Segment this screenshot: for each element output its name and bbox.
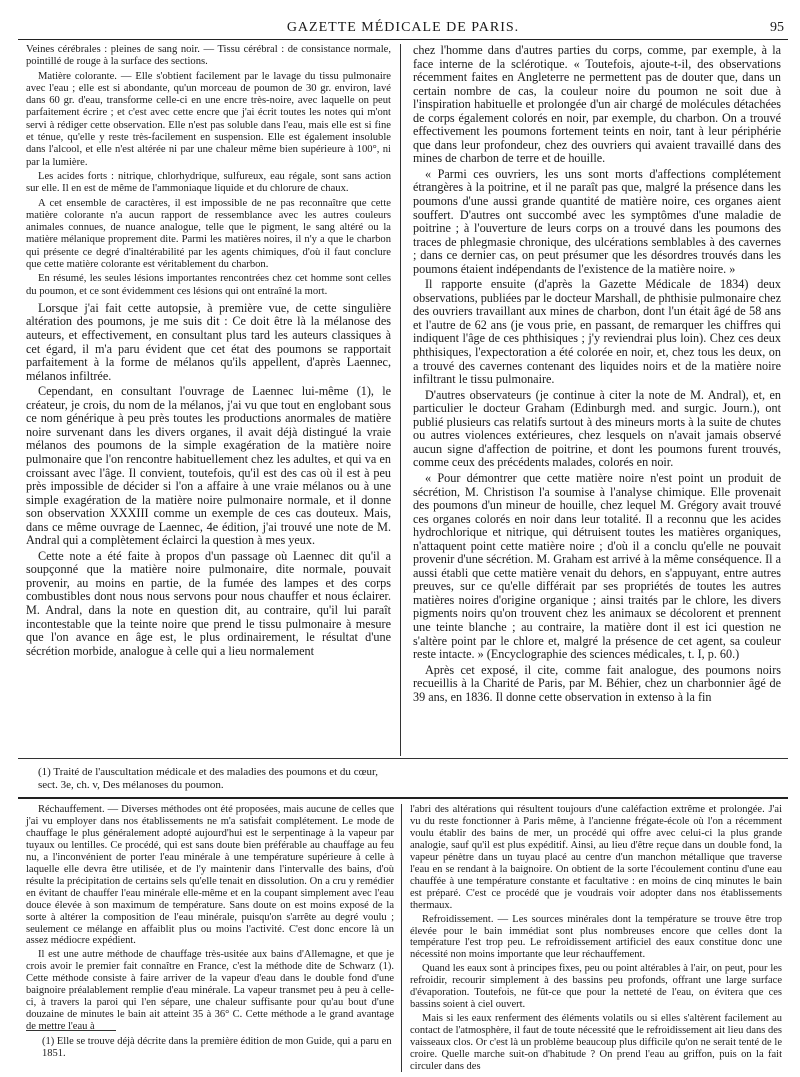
paragraph: Cette note a été faite à propos d'un passage où Laennec dit qu'il a soupçonné que la matière noire pulmonaire, dite normale, pouvait provenir, au moins en partie, de la fumée des lampes et des corps combustibles dont nous nous servons pour nous chauffer et nous éclairer. M. Andral, dans la note en question dit, au contraire, qu'il lui paraît incontestable que la teinte noire que prend le tissu pulmonaire à mesure que l'on avance en âge est, le plus ordinairement, le résultat d'une sécrétion morbide, analogue à celle qui a lieu normalement (26, 548, 391, 658)
feuilleton (18, 804, 788, 1074)
journal-page (18, 0, 788, 1077)
paragraph: Mais si les eaux renferment des éléments volatils ou si elles s'altèrent facilement au contact de l'atmosphère, il faut de toute nécessité que le refroidissement ait lieu dans des vaisseaux clos. Or c'est là un problème beaucoup plus difficile qu'on ne serait tenté de le croire. Quelle marche suit-on d'habitude ? On prend l'eau au griffon, puis on la fait circuler dans des (410, 1013, 782, 1073)
paragraph: Lorsque j'ai fait cette autopsie, à première vue, de cette singulière altération des poumons, je me suis dit : Ce doit être là la mélanose des auteurs, et effectivement, en consultant plus tard les auteurs classiques à cet égard, il m'a paru évident que cet état des poumons se rapportait parfaitement à la forme de mélanos qu'ils appellent, d'après Laennec, mélanos infiltrée. (26, 300, 391, 383)
paragraph: chez l'homme dans d'autres parties du corps, comme, par exemple, à la face interne de la sclérotique. « Toutefois, ajoute-t-il, des observations récemment faites en Angleterre ne permettent pas de douter que, dans un certain nombre de cas, la couleur noire du poumon ne soit due à l'inspiration habituelle et prolongée d'un air chargé de molécules détachées de corps également colorés en noir, par exemple, du charbon. On a trouvé effectivement les poumons fortement teints en noir, tant à leur périphérie que dans leur profondeur, chez des ouvriers qui avaient travaillé dans des mines de charbon de terre et de houille. (413, 43, 781, 166)
paragraph: « Parmi ces ouvriers, les uns sont morts d'affections complétement étrangères à la poitrine, et il ne paraît pas que, malgré la présence dans les poumons d'une aussi grande quantité de matière noire, ces organes aient souffert. D'autres ont succombé avec les symptômes d'une maladie de poitrine ; à l'ouverture de leurs corps on a trouvé dans les poumons des traces de phlegmasie chronique, des ulcérations semblables à des cavernes ; dans ce dernier cas, on peut présumer que les désordres trouvés dans les poumons étaient indépendants de l'existence de la matière noire. » (413, 166, 781, 276)
column-divider (400, 44, 401, 756)
footnote: (1) Elle se trouve déjà décrite dans la première édition de mon Guide, qui a paru en 1851. (42, 1036, 392, 1059)
bottom-right-column (410, 804, 782, 1072)
paragraph: Refroidissement. — Les sources minérales dont la température se trouve être trop élevée pour le bain immédiat sont plus nombreuses encore que celles dont la température l'est trop peu. Le refroidissement artificiel des eaux constitue donc une nécessité non moins importante que leur réchauffement. (410, 913, 782, 961)
paragraph: En résumé, les seules lésions importantes rencontrées chez cet homme sont celles du poumon, et ce sont évidemment ces lésions qui ont entraîné la mort. (26, 273, 391, 297)
journal-title: GAZETTE MÉDICALE DE PARIS. (286, 20, 520, 35)
footnote-rule (18, 758, 788, 759)
paragraph: Matière colorante. — Elle s'obtient facilement par le lavage du tissu pulmonaire avec l'eau ; elle est si abondante, qu'un morceau de poumon de 30 gr. environ, lavé dans 60 gr. d'eau, transforme celle-ci en une encre très-noire, avec laquelle on peut parfaitement écrire ; et c'est avec cette encre que j'ai écrit toutes les notes qui m'ont servi à rédiger cette observation. Elle n'est pas soluble dans l'eau, mais elle est si fine et ténue, qu'elle y reste très-facilement en suspension. Elle est également insoluble dans l'alcool, et elle n'est altérée ni par une chaleur même bien supérieure à 100°, ni par la lumière. (26, 70, 391, 168)
paragraph: Réchauffement. — Diverses méthodes ont été proposées, mais aucune de celles que j'ai vu employer dans nos établissements ne m'a satisfait complétement. Le mode de chauffage le plus généralement adopté aujourd'hui est le serpentinage à la vapeur par tuyaux ou lentilles. Ce procédé, qui est sans doute bien préférable au chauffage au feu nu, a l'inconvénient de porter l'eau minérale à une température supérieure à celle à laquelle elle devra être utilisée, et de l'y maintenir dans l'intervalle des bains, d'où résulte la précipitation de certains sels qu'elle tenait en dissolution. On a cru y remédier en évitant de chauffer l'eau minérale elle-même et en la coupant simplement avec l'eau douce élevée à son maximum de température. Sans doute on est moins exposé de la sorte à altérer la composition de l'eau minérale, puisqu'on s'arrête au degré voulu ; seulement ce mélange en affaiblit plus ou moins l'activité. C'est donc encore là un assez médiocre expédient. (26, 804, 394, 947)
paragraph: Cependant, en consultant l'ouvrage de Laennec lui-même (1), le créateur, je crois, du nom de la mélanos, j'ai vu que tout en englobant sous ce nom générique à peu près toutes les productions anormales de matière noire survenant dans les divers organes, il avait déjà distingué la vraie mélanos des poumons de la simple exagération de la matière noire pulmonaire que l'on rencontre habituellement chez les adultes, et qui va en croissant avec l'âge. Il convient, toutefois, qu'il est des cas où il est à peu près impossible de décider si l'on a affaire à une vraie mélanos ou à une simple exagération de la matière noire pulmonaire normale, et il donne son observation XXXIII comme un exemple de ces cas douteux. Mais, dans ce même ouvrage de Laennec, 4e édition, j'ai trouvé une note de M. Andral qui a complètement éclairci la question à mes yeux. (26, 384, 391, 548)
bottom-left-column (26, 804, 394, 1033)
right-column (413, 44, 781, 706)
page-number: 95 (770, 20, 784, 35)
paragraph: D'autres observateurs (je continue à citer la note de M. Andral), et, en particulier le docteur Graham (Edinburgh med. and surgic. Journ.), ont publié plusieurs cas relatifs surtout à des mineurs morts à la suite de chutes ou autres violences extérieures, chez lesquels on n'avait jamais observé aucun signe d'affection de poitrine, et dont les poumons furent trouvés, comme ceux des précédents malades, colorés en noir. (413, 387, 781, 470)
paragraph: Il rapporte ensuite (d'après la Gazette Médicale de 1834) deux observations, publiées par le docteur Marshall, de phthisie pulmonaire chez des ouvriers travaillant aux mines de charbon, dont l'un était âgé de 58 ans et l'autre de 62 ans (je vous prie, en passant, de remarquer les chiffres qui indiquent l'âge de ces phthisiques ; j'y reviendrai plus loin). Chez ces deux phthisiques, l'expectoration a été colorée en noir, et, chez tous les deux, on a trouvé des cavernes contenant des liquides noirs et de la matière noire infiltrant le tissu pulmonaire. (413, 277, 781, 387)
column-divider (401, 804, 402, 1072)
paragraph: A cet ensemble de caractères, il est impossible de ne pas reconnaître que cette matière colorante n'a aucun rapport de ressemblance avec les autres couleurs animales connues, de nuance analogue, telle que le pigment, le sang altéré ou la matière mélanique proprement dite. Parmi les matières noires, il n'y a que le charbon qui présente ce degré d'inaltérabilité par les agents chimiques, d'où il faut conclure que cette matière colorante est véritablement du charbon. (26, 197, 391, 271)
article-body (18, 44, 788, 756)
footnote-rule (26, 1030, 116, 1031)
paragraph: Quand les eaux sont à principes fixes, peu ou point altérables à l'air, on peut, pour les refroidir, recourir simplement à des bassins peu profonds, offrant une large surface d'évaporation. Toutefois, ne fût-ce que pour la netteté de l'eau, on évitera que ces bassins soient à ciel ouvert. (410, 963, 782, 1011)
paragraph: « Pour démontrer que cette matière noire n'est point un produit de sécrétion, M. Christison l'a soumise à l'analyse chimique. Elle provenait des poumons d'un mineur de houille, chez lequel M. Grégory avait trouvé ces organes colorés en noir dans leur totalité. Il a reconnu que les acides hydrochlorique et nitrique, qui détruisent toutes les matières organiques, n'attaquent point cette matière noire ; d'où il a conclu qu'elle ne pouvait provenir d'une sécrétion. M. Graham est arrivé à la même conséquence. Il a aussi établi que cette matière venait du dehors, en s'appuyant, entre autres preuves, sur ce qu'elle différait par ses propriétés de toutes les autres matières noires d'origine organique ; ainsi traités par le chlore, les divers pigments noirs qu'on trouvent chez les animaux se décolorent et prennent une teinte blanche ; au contraire, la matière dont il est ici question ne s'altère point par le chlore et, malgré la présence de cet agent, sa couleur reste intacte. » (Encyclographie des sciences médicales, t. I, p. 60.) (413, 470, 782, 662)
paragraph: Après cet exposé, il cite, comme fait analogue, des poumons noirs recueillis à la Charité de Paris, par M. Béhier, chez un charbonnier âgé de 39 ans, en 1836. Il donne cette observation in extenso à la fin (413, 662, 781, 704)
footnote: (1) Traité de l'auscultation médicale et des maladies des poumons et du cœur, sect. 3e, ch. v, Des mélanoses du poumon. (38, 766, 378, 791)
paragraph: Il est une autre méthode de chauffage très-usitée aux bains d'Allemagne, et que je crois avoir le premier fait connaître en France, c'est la méthode dite de Schwarz (1). Cette méthode consiste à faire arriver de la vapeur d'eau dans le double fond d'une baignoire préalablement remplie d'eau minérale. La vapeur transmet peu à peu à celle-ci, à travers la paroi qui l'en sépare, une chaleur suffisante pour qu'au bout d'une douzaine de minutes le bain ait atteint 35 à 36° C. Cette méthode a le grand avantage de mettre l'eau à (26, 949, 394, 1033)
header-rule (18, 39, 788, 40)
running-header (18, 20, 788, 40)
section-separator (18, 797, 788, 799)
paragraph: Veines cérébrales : pleines de sang noir. — Tissu cérébral : de consistance normale, pointillé de rouge à la surface des sections. (26, 44, 391, 68)
paragraph: l'abri des altérations qui résultent toujours d'une caléfaction extrême et prolongée. J'ai vu du reste fonctionner à Paris même, à l'ancienne frégate-école où l'on a récemment voulu établir des bains de mer, un procédé qui offre avec celui-ci la plus grande analogie, sauf qu'il est plus expéditif. Ainsi, au lieu d'être reçue dans un double fond, la vapeur pénètre dans un tuyau placé au centre d'un manchon métallique que traverse l'eau en se rendant à la baignoire. On obtient de la sorte l'écoulement continu d'une eau chauffée à une température constante et facultative : en moins de cinq minutes le bain est préparé. C'est ce procédé que je voudrais voir adopter dans nos établissements thermaux. (410, 804, 782, 911)
paragraph: Les acides forts : nitrique, chlorhydrique, sulfureux, eau régale, sont sans action sur elle. Il en est de même de l'ammoniaque liquide et du chlorure de chaux. (26, 170, 391, 195)
left-column (26, 44, 391, 660)
